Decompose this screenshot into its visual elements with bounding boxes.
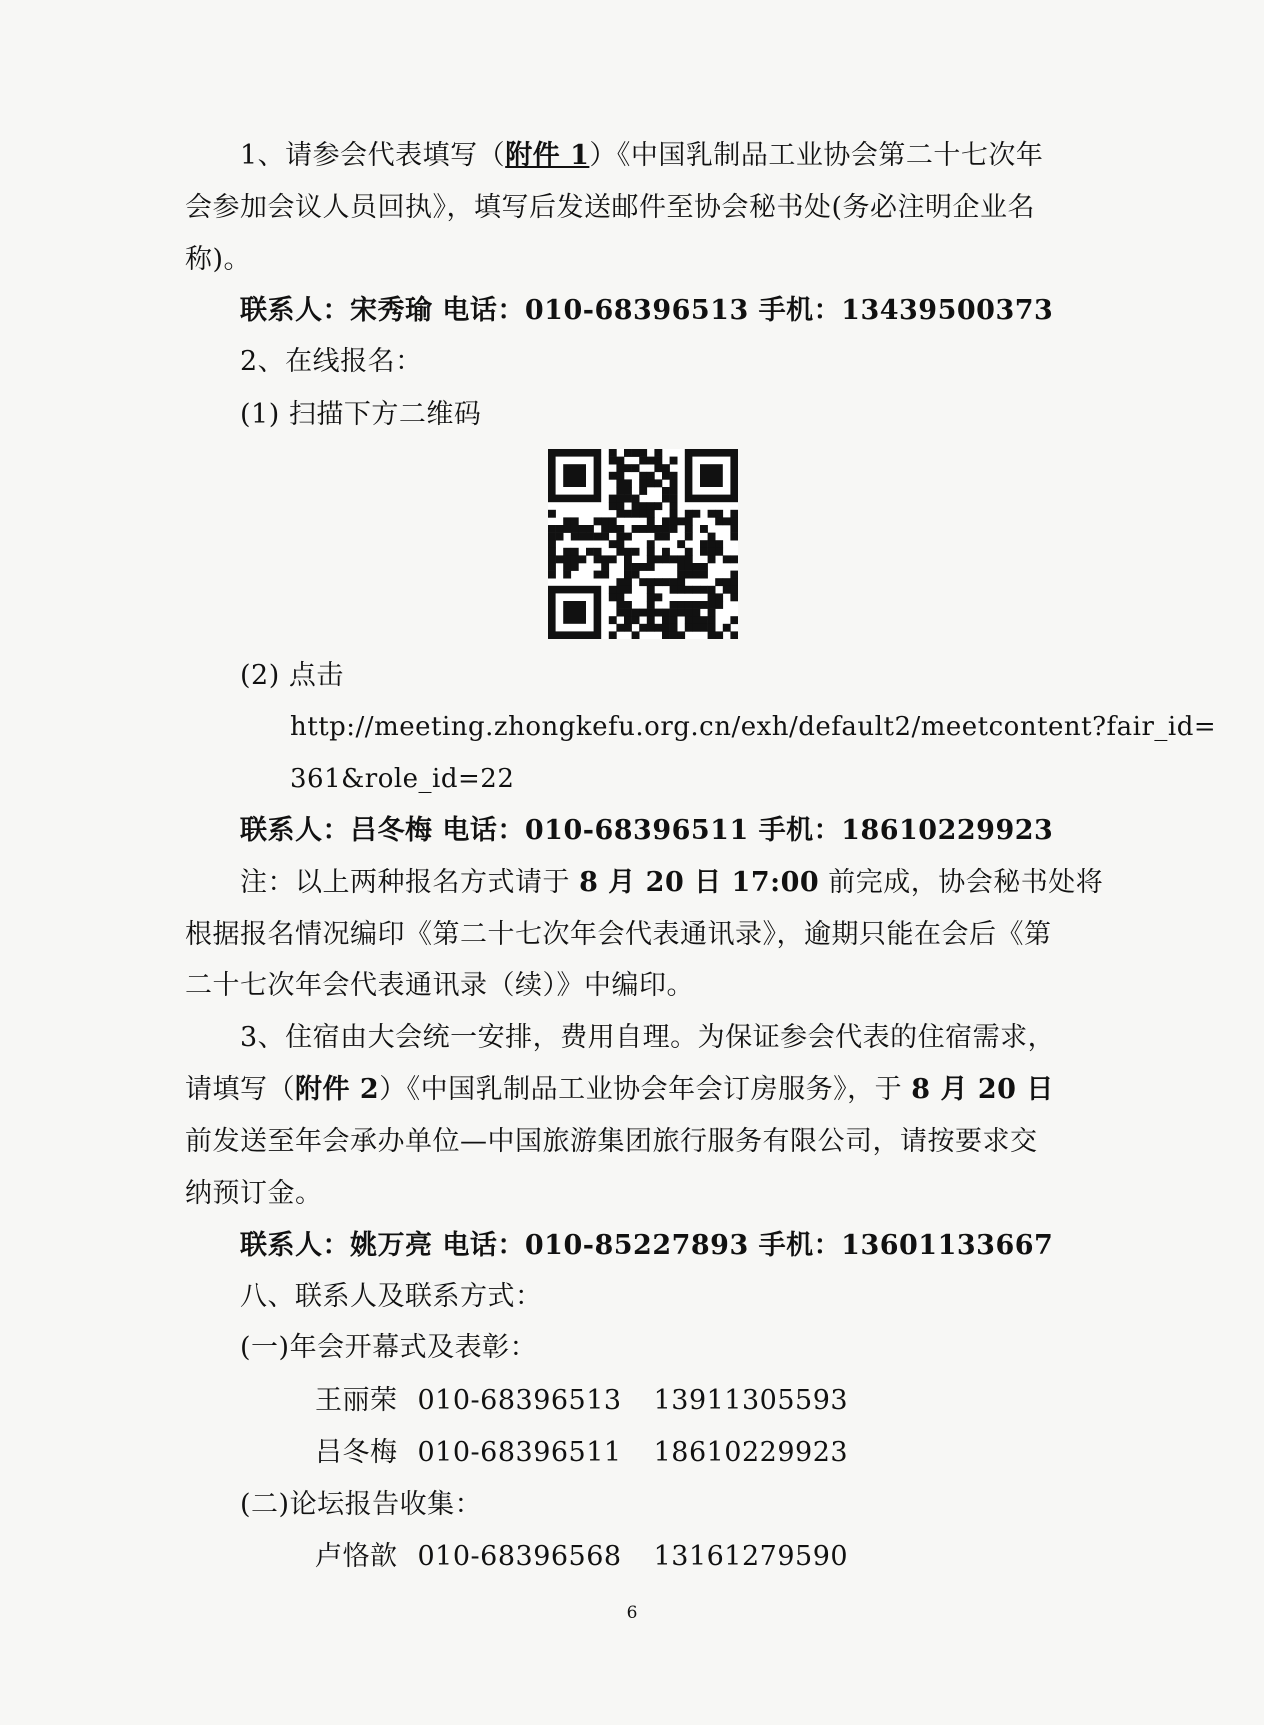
attachment1-ref: 附件 1 [505, 140, 590, 171]
contact-row [315, 1383, 848, 1419]
qr-code-graphic [548, 449, 738, 639]
note-line1 [240, 865, 1103, 901]
registration-url-line2[interactable]: 361&role_id=22 [290, 764, 515, 794]
contact-name: 王丽荣 [315, 1385, 398, 1416]
para1-line1 [240, 138, 1043, 174]
attachment2-ref: 附件 2 [295, 1074, 380, 1105]
note-text: 注：以上两种报名方式请于 [240, 867, 580, 898]
para1-text: 1、请参会代表填写（ [240, 140, 506, 171]
subsection1-heading: (一)年会开幕式及表彰： [240, 1332, 538, 1363]
para1-line3: 称)。 [185, 244, 252, 275]
subsection2-heading: (二)论坛报告收集： [240, 1489, 483, 1520]
note-line2: 根据报名情况编印《第二十七次年会代表通讯录》，逾期只能在会后《第 [185, 919, 1052, 950]
contact-name: 卢恪歆 [315, 1541, 398, 1572]
contact-row [315, 1539, 848, 1575]
click-instruction: (2) 点击 [240, 660, 344, 691]
para3-line3: 前发送至年会承办单位—中国旅游集团旅行服务有限公司，请按要求交 [185, 1126, 1038, 1157]
contact-name: 吕冬梅 [315, 1437, 398, 1468]
contact-line-2: 联系人：吕冬梅 电话：010-68396511 手机：18610229923 [240, 815, 1054, 846]
online-registration-title: 2、在线报名： [240, 346, 423, 377]
contact-mobile: 18610229923 [653, 1437, 849, 1468]
para1-text-rest: ）《中国乳制品工业协会第二十七次年 [589, 140, 1044, 171]
note-text-rest: 前完成，协会秘书处将 [819, 867, 1104, 898]
registration-qr-code[interactable] [548, 449, 738, 639]
contact-mobile: 13911305593 [653, 1385, 849, 1416]
para3-line1: 3、住宿由大会统一安排，费用自理。为保证参会代表的住宿需求， [240, 1022, 1056, 1053]
deadline-date: 8 月 20 日 17:00 [579, 867, 820, 898]
contact-mobile: 13161279590 [653, 1541, 849, 1572]
section8-heading: 八、联系人及联系方式： [240, 1281, 543, 1312]
page-number: 6 [626, 1603, 638, 1623]
para3-text-mid: ）《中国乳制品工业协会年会订房服务》，于 [379, 1074, 912, 1105]
scan-qr-instruction: (1) 扫描下方二维码 [240, 399, 482, 430]
contact-tel: 010-68396513 [417, 1385, 622, 1416]
registration-url-line1[interactable]: http://meeting.zhongkefu.org.cn/exh/default2/meetcontent?fair_id= [290, 712, 1217, 742]
hotel-deadline-date: 8 月 20 日 [911, 1074, 1054, 1105]
contact-tel: 010-68396511 [417, 1437, 622, 1468]
contact-line-3: 联系人：姚万亮 电话：010-85227893 手机：13601133667 [240, 1230, 1054, 1261]
para3-text: 请填写（ [185, 1074, 295, 1105]
para3-line2 [185, 1072, 1054, 1108]
contact-line-1: 联系人：宋秀瑜 电话：010-68396513 手机：13439500373 [240, 295, 1054, 326]
contact-tel: 010-68396568 [417, 1541, 622, 1572]
note-line3: 二十七次年会代表通讯录（续）》中编印。 [185, 970, 694, 1001]
para3-line4: 纳预订金。 [185, 1178, 323, 1209]
para1-line2: 会参加会议人员回执》，填写后发送邮件至协会秘书处(务必注明企业名 [185, 192, 1036, 223]
contact-row [315, 1435, 848, 1471]
